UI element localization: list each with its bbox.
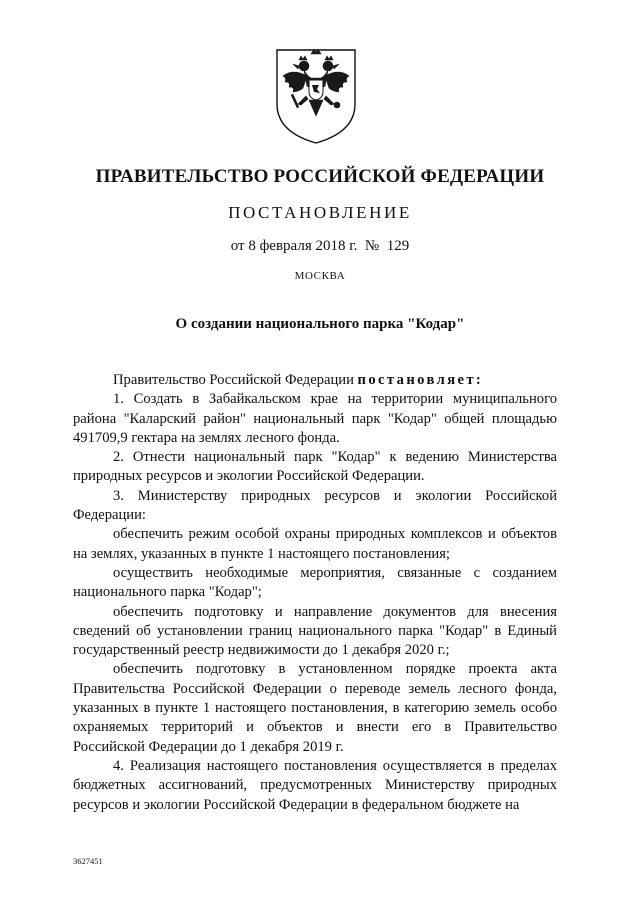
city: МОСКВА (294, 270, 346, 282)
document-body (73, 371, 557, 815)
document-code: 3627451 (73, 856, 103, 866)
paragraph-3-item-3: обеспечить подготовку и направление документов для внесения сведений об установлении границ национального парка "Кодар" в Единый государственный реестр недвижимости до 1 декабря 2020 г.; (73, 603, 557, 659)
document-type: ПОСТАНОВЛЕНИЕ (228, 203, 412, 222)
paragraph-1: 1. Создать в Забайкальском крае на территории муниципального района "Каларский район" национальный парк "Кодар" общей площадью 491709,9 гектара на землях лесного фонда. (73, 391, 557, 446)
intro-lead: Правительство Российской Федерации (113, 372, 358, 388)
paragraph-3-item-1: обеспечить режим особой охраны природных комплексов и объектов на землях, указанных в пункте 1 настоящего постановления; (73, 526, 557, 562)
paragraph-2: 2. Отнести национальный парк "Кодар" к ведению Министерства природных ресурсов и экологии Российской Федерации. (73, 449, 557, 485)
coat-of-arms-icon (273, 42, 359, 146)
decree-keyword: постановляет: (357, 372, 484, 388)
date-and-number: от 8 февраля 2018 г. № 129 (230, 238, 410, 254)
paragraph-3-item-2: осуществить необходимые мероприятия, связанные с созданием национального парка "Кодар"; (73, 564, 557, 601)
paragraph-4: 4. Реализация настоящего постановления осуществляется в пределах бюджетных ассигнований, предусмотренных Министерству природных ресурсов и экологии Российской Федерации в федеральном бюджете на (73, 757, 557, 813)
paragraph-3-item-4: обеспечить подготовку в установленном порядке проекта акта Правительства Российской Федерации о переводе земель лесного фонда, указанных в пункте 1 настоящего постановления, в категорию земель особо охраняемых территорий и объектов и внести его в Правительство Российской Федерации до 1 декабря 2019 г. (73, 661, 557, 755)
paragraph-3: 3. Министерству природных ресурсов и экологии Российской Федерации: (73, 487, 557, 524)
government-title: ПРАВИТЕЛЬСТВО РОССИЙСКОЙ ФЕДЕРАЦИИ (95, 166, 545, 187)
document-subject: О создании национального парка "Кодар" (175, 316, 465, 332)
intro-paragraph (73, 371, 557, 390)
